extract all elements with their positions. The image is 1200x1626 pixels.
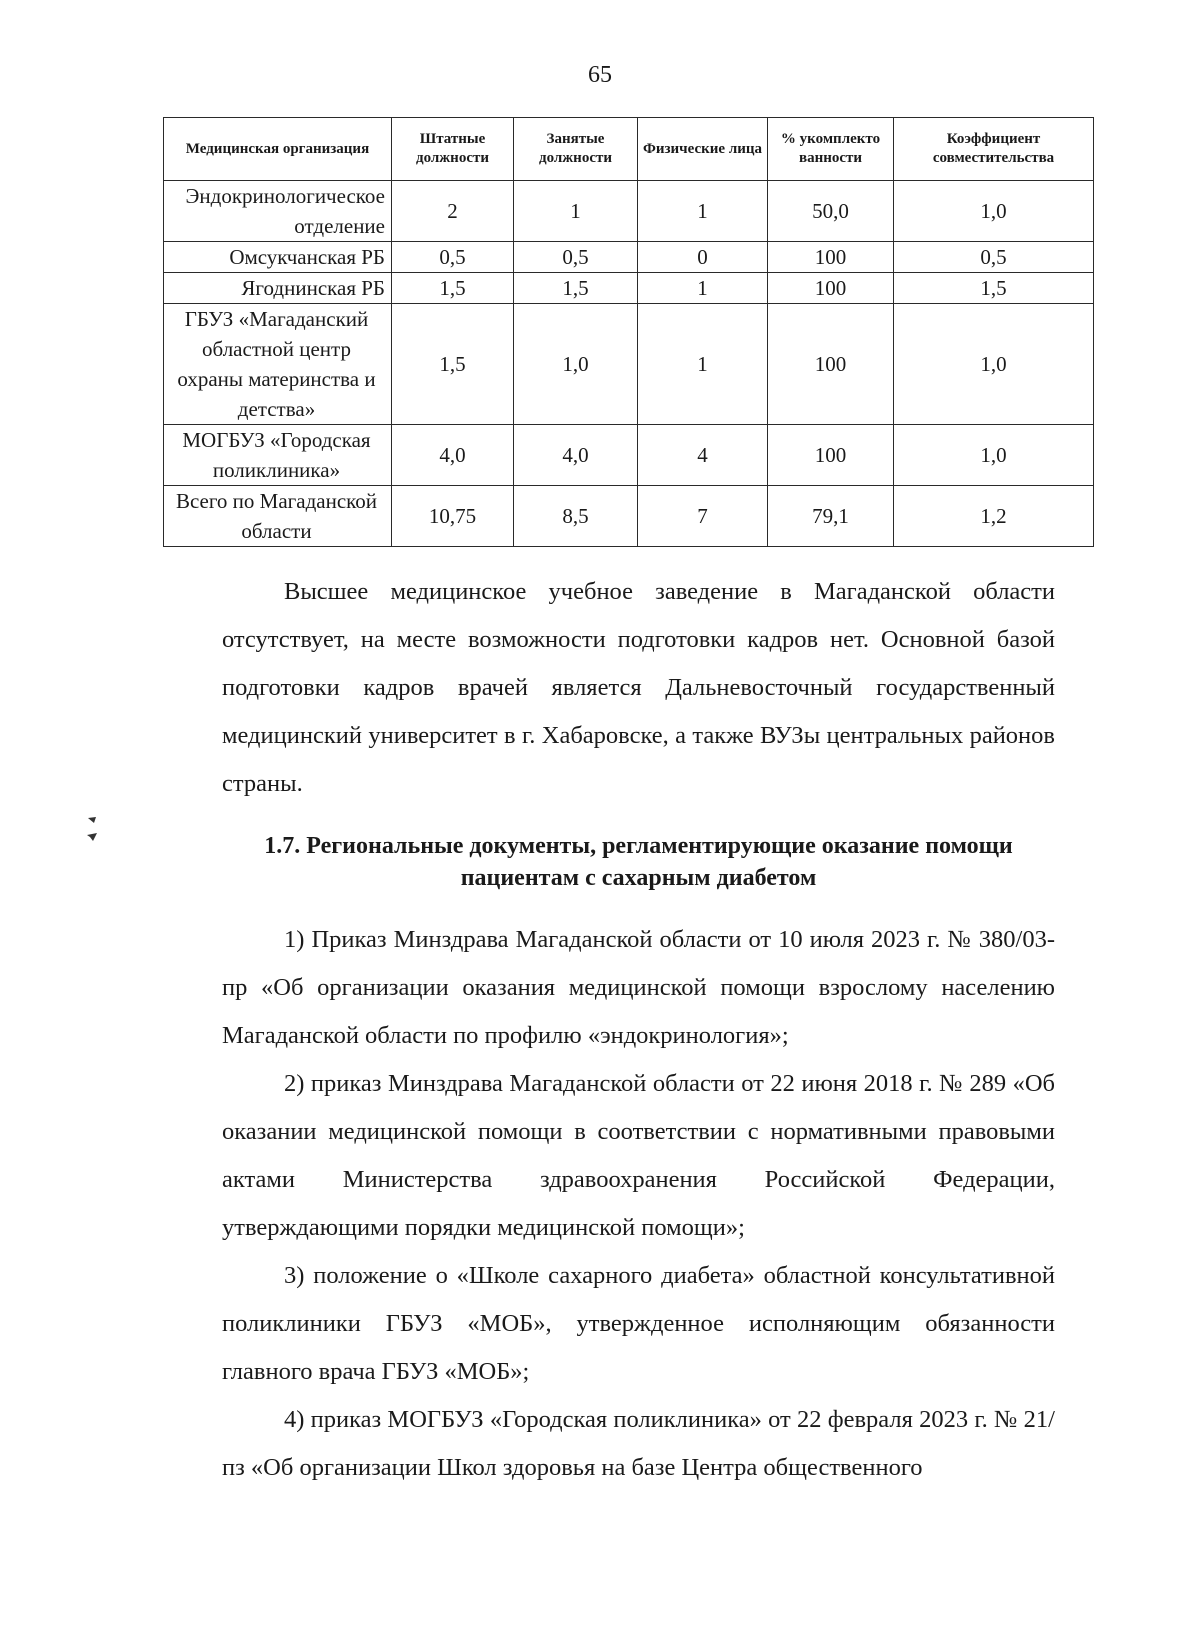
cell-organization: МОГБУЗ «Городская поликлиника»: [164, 425, 392, 486]
cell-individuals: 1: [638, 273, 768, 304]
documents-list: [222, 916, 1055, 1492]
cell-occupied-positions: 4,0: [514, 425, 638, 486]
cell-staff-positions: 4,0: [392, 425, 514, 486]
cell-occupied-positions: 1,5: [514, 273, 638, 304]
cell-part-time-coefficient: 1,5: [894, 273, 1094, 304]
cell-staff-positions: 2: [392, 181, 514, 242]
table-row: [164, 304, 1094, 425]
cell-part-time-coefficient: 1,0: [894, 304, 1094, 425]
list-item: 2) приказ Минздрава Магаданской области от 22 июня 2018 г. № 289 «Об оказании медицинской помощи в соответствии с нормативными правовыми актами Министерства здравоохранения Российской Федерации, утверждающими порядки медицинской помощи»;: [222, 1070, 1055, 1241]
list-item: 4) приказ МОГБУЗ «Городская поликлиника» от 22 февраля 2023 г. № 21/пз «Об организации Школ здоровья на базе Центра общественного: [222, 1406, 1055, 1481]
table-row: [164, 425, 1094, 486]
cell-occupied-positions: 8,5: [514, 486, 638, 547]
cell-individuals: 0: [638, 242, 768, 273]
table-row: [164, 181, 1094, 242]
cell-staffing-percent: 100: [768, 425, 894, 486]
education-text-block: [222, 568, 1055, 808]
cell-occupied-positions: 1: [514, 181, 638, 242]
header-staff-positions: Штатные должности: [392, 118, 514, 181]
staffing-table: [163, 117, 1094, 547]
header-occupied-positions: Занятые должности: [514, 118, 638, 181]
cell-organization: Эндокринологическое отделение: [164, 181, 392, 242]
cell-organization: Всего по Магаданской области: [164, 486, 392, 547]
cell-organization: Омсукчанская РБ: [164, 242, 392, 273]
section-heading-line-2: пациентам с сахарным диабетом: [460, 865, 817, 891]
cell-staffing-percent: 100: [768, 304, 894, 425]
header-individuals: Физические лица: [638, 118, 768, 181]
cell-individuals: 1: [638, 181, 768, 242]
cell-staffing-percent: 100: [768, 273, 894, 304]
header-staffing-percent: % укомплекто ванности: [768, 118, 894, 181]
cell-staffing-percent: 100: [768, 242, 894, 273]
cell-staffing-percent: 79,1: [768, 486, 894, 547]
margin-scan-mark: [84, 815, 102, 845]
cell-staffing-percent: 50,0: [768, 181, 894, 242]
table-row: [164, 273, 1094, 304]
cell-staff-positions: 1,5: [392, 273, 514, 304]
table-row-total: [164, 486, 1094, 547]
section-heading: [222, 830, 1055, 894]
cell-staff-positions: 1,5: [392, 304, 514, 425]
header-organization: Медицинская организация: [164, 118, 392, 181]
table-header-row: [164, 118, 1094, 181]
cell-part-time-coefficient: 1,0: [894, 181, 1094, 242]
table-row: [164, 242, 1094, 273]
cell-occupied-positions: 1,0: [514, 304, 638, 425]
paragraph-education: Высшее медицинское учебное заведение в Магаданской области отсутствует, на месте возможности подготовки кадров нет. Основной базой подготовки кадров врачей является Дальневосточный государственный медицинский университет в г. Хабаровске, а также ВУЗы центральных районов страны.: [222, 578, 1055, 797]
page-number: 65: [588, 62, 612, 88]
cell-individuals: 1: [638, 304, 768, 425]
header-part-time-coefficient: Коэффициент совместительства: [894, 118, 1094, 181]
cell-part-time-coefficient: 1,0: [894, 425, 1094, 486]
cell-part-time-coefficient: 1,2: [894, 486, 1094, 547]
cell-staff-positions: 0,5: [392, 242, 514, 273]
cell-organization: Ягоднинская РБ: [164, 273, 392, 304]
cell-staff-positions: 10,75: [392, 486, 514, 547]
cell-individuals: 7: [638, 486, 768, 547]
list-item: 3) положение о «Школе сахарного диабета» областной консультативной поликлиники ГБУЗ «МОБ», утвержденное исполняющим обязанности главного врача ГБУЗ «МОБ»;: [222, 1262, 1055, 1385]
section-heading-line-1: 1.7. Региональные документы, регламентирующие оказание помощи: [264, 833, 1013, 859]
cell-part-time-coefficient: 0,5: [894, 242, 1094, 273]
list-item: 1) Приказ Минздрава Магаданской области от 10 июля 2023 г. № 380/03-пр «Об организации оказания медицинской помощи взрослому населению Магаданской области по профилю «эндокринология»;: [222, 926, 1055, 1049]
cell-individuals: 4: [638, 425, 768, 486]
cell-organization: ГБУЗ «Магаданский областной центр охраны материнства и детства»: [164, 304, 392, 425]
cell-occupied-positions: 0,5: [514, 242, 638, 273]
